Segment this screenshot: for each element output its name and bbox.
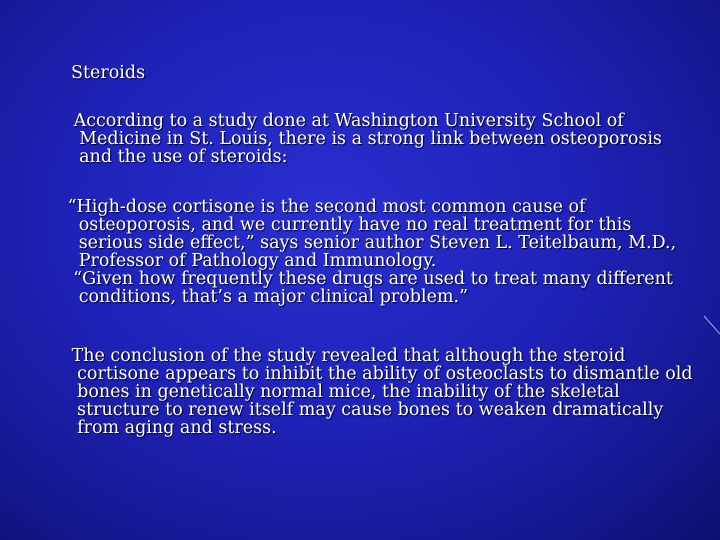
slide-title: Steroids	[71, 63, 146, 83]
paragraph-quote	[62, 198, 676, 306]
paragraph-line: The conclusion of the study revealed that although the steroid	[66, 346, 626, 366]
paragraph-line: structure to renew itself may cause bones to weaken dramatically	[66, 400, 664, 420]
paragraph-line: Professor of Pathology and Immunology.	[62, 251, 437, 271]
paragraph-line: “Given how frequently these drugs are used to treat many different	[62, 269, 673, 289]
paragraph-line: cortisone appears to inhibit the ability of osteoclasts to dismantle old	[66, 364, 693, 384]
paragraph-line: osteoporosis, and we currently have no real treatment for this	[62, 215, 632, 235]
paragraph-line: from aging and stress.	[66, 418, 277, 438]
paragraph-line: serious side effect,” says senior author Steven L. Teitelbaum, M.D.,	[62, 233, 677, 253]
paragraph-line: “High-dose cortisone is the second most common cause of	[62, 197, 586, 217]
paragraph-conclusion	[66, 347, 693, 437]
paragraph-line: conditions, that’s a major clinical problem.”	[62, 287, 469, 307]
decorative-diagonal-line	[700, 310, 720, 340]
paragraph-line: bones in genetically normal mice, the inability of the skeletal	[66, 382, 620, 402]
paragraph-line: and the use of steroids:	[68, 147, 288, 167]
paragraph-intro	[68, 112, 662, 166]
paragraph-line: Medicine in St. Louis, there is a strong link between osteoporosis	[68, 129, 662, 149]
paragraph-line: According to a study done at Washington University School of	[68, 111, 624, 131]
